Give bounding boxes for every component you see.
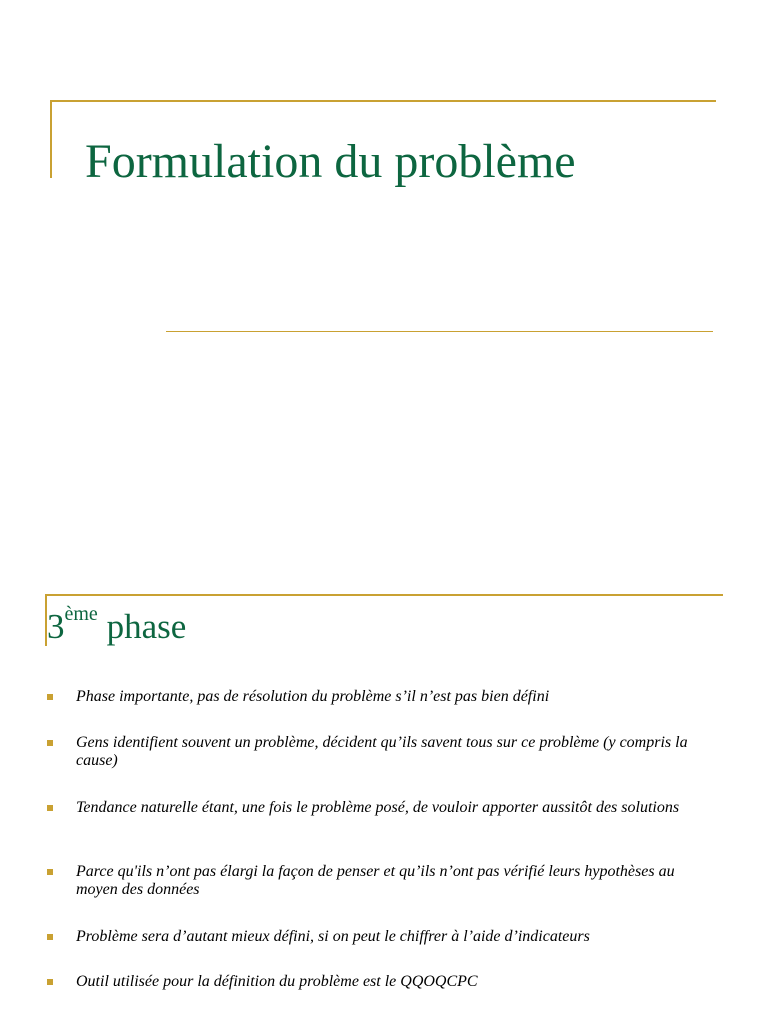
title-word: phase	[97, 607, 187, 646]
bullet-text: Problème sera d’autant mieux défini, si on peut le chiffrer à l’aide d’indicateurs	[76, 928, 590, 945]
square-bullet-icon	[47, 979, 53, 985]
square-bullet-icon	[47, 805, 53, 811]
square-bullet-icon	[47, 740, 53, 746]
square-bullet-icon	[47, 934, 53, 940]
bullet-text: Parce qu'ils n’ont pas élargi la façon de penser et qu’ils n’ont pas vérifié leurs hypothèses au moyen des données	[76, 863, 675, 898]
square-bullet-icon	[47, 694, 53, 700]
bullet-text: Tendance naturelle étant, une fois le problème posé, de vouloir apporter aussitôt des solutions	[76, 799, 680, 816]
title-frame-top-rule	[50, 100, 716, 102]
slide-2	[0, 560, 768, 1024]
subtitle-rule	[166, 331, 713, 332]
square-bullet-icon	[47, 869, 53, 875]
title-number: 3	[47, 607, 65, 646]
bullet-text: Outil utilisée pour la définition du problème est le QQOQCPC	[76, 973, 478, 990]
slide-1-title: Formulation du problème	[85, 135, 576, 188]
title-superscript: ème	[64, 603, 98, 625]
bullet-text: Gens identifient souvent un problème, décident qu’ils savent tous sur ce problème (y compris la cause)	[76, 734, 688, 769]
bullet-text: Phase importante, pas de résolution du problème s’il n’est pas bien défini	[76, 688, 550, 705]
slide-2-title	[47, 603, 187, 648]
heading-frame-top-rule	[45, 594, 723, 596]
title-frame-left-rule	[50, 100, 52, 178]
